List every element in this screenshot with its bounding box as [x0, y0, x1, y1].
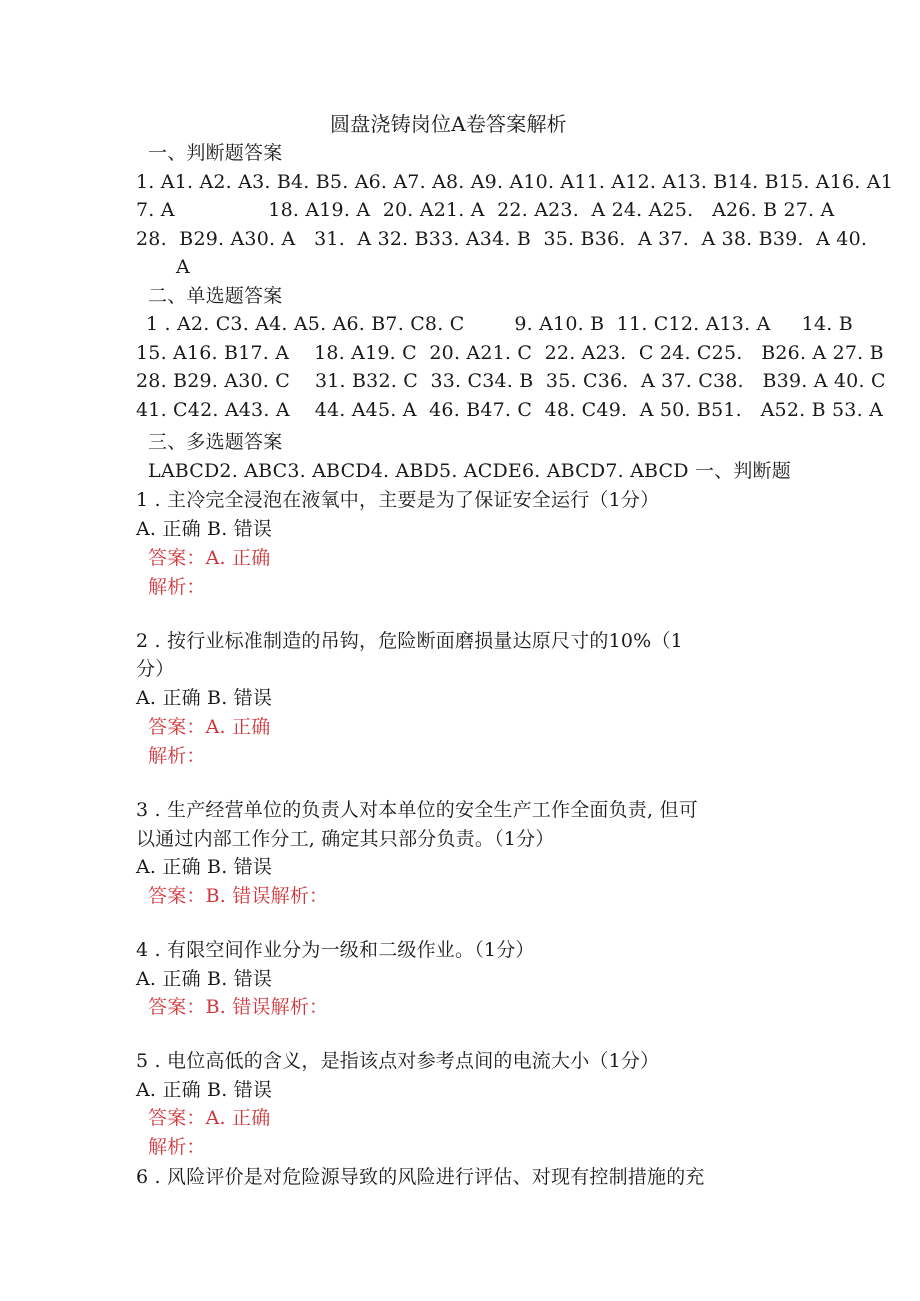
answer-line: 1 . A2. C3. A4. A5. A6. B7. C8. C 9. A10. B 11. C12. A13. A 14. B — [146, 313, 853, 335]
question-stem: 1 . 主冷完全浸泡在液氧中，主要是为了保证安全运行（1分） — [136, 489, 660, 511]
question-answer: 答案：A. 正确 — [148, 547, 271, 569]
answer-line: 15. A16. B17. A 18. A19. C 20. A21. C 22. A23. C 24. C25. B26. A 27. B — [136, 342, 884, 364]
answer-line: 41. C42. A43. A 44. A45. A 46. B47. C 48. C49. A 50. B51. A52. B 53. A — [136, 399, 883, 421]
question-answer-analysis: 答案：B. 错误解析： — [148, 996, 329, 1018]
question-options: A. 正确 B. 错误 — [136, 518, 273, 540]
question-analysis: 解析： — [148, 745, 206, 767]
question-options: A. 正确 B. 错误 — [136, 687, 273, 709]
answer-line: 28. B29. A30. A 31. A 32. B33. A34. B 35. B36. A 37. A 38. B39. A 40. — [136, 228, 868, 250]
question-answer: 答案：A. 正确 — [148, 716, 271, 738]
question-stem: 6 . 风险评价是对危险源导致的风险进行评估、对现有控制措施的充 — [136, 1166, 705, 1188]
question-options: A. 正确 B. 错误 — [136, 968, 273, 990]
answer-line: A — [176, 256, 190, 278]
question-stem: 分） — [136, 658, 175, 680]
question-options: A. 正确 B. 错误 — [136, 1079, 273, 1101]
answer-line: 7. A 18. A19. A 20. A21. A 22. A23. A 24. A25. A26. B 27. A — [136, 199, 835, 221]
answer-line: 1. A1. A2. A3. B4. B5. A6. A7. A8. A9. A10. A11. A12. A13. B14. B15. A16. A1 — [136, 171, 893, 193]
question-answer-analysis: 答案：B. 错误解析： — [148, 885, 329, 907]
answer-line: 28. B29. A30. C 31. B32. C 33. C34. B 35. C36. A 37. C38. B39. A 40. C — [136, 370, 886, 392]
section-heading-multi-choice: 三、多选题答案 — [148, 431, 283, 453]
question-answer: 答案：A. 正确 — [148, 1107, 271, 1129]
question-stem: 3 . 生产经营单位的负责人对本单位的安全生产工作全面负责, 但可 — [136, 799, 698, 821]
answer-line: LABCD2. ABC3. ABCD4. ABD5. ACDE6. ABCD7. ABCD 一、判断题 — [148, 460, 791, 482]
question-stem: 4 . 有限空间作业分为一级和二级作业。（1分） — [136, 939, 535, 961]
question-analysis: 解析： — [148, 576, 206, 598]
section-heading-true-false: 一、判断题答案 — [148, 142, 283, 164]
question-options: A. 正确 B. 错误 — [136, 856, 273, 878]
section-heading-single-choice: 二、单选题答案 — [148, 285, 283, 307]
question-stem: 2 . 按行业标准制造的吊钩，危险断面磨损量达原尺寸的10%（1 — [136, 630, 683, 652]
question-analysis: 解析： — [148, 1136, 206, 1158]
document-title: 圆盘浇铸岗位A卷答案解析 — [330, 112, 567, 136]
question-stem: 5 . 电位高低的含义，是指该点对参考点间的电流大小（1分） — [136, 1050, 660, 1072]
question-stem: 以通过内部工作分工, 确定其只部分负责。（1分） — [136, 828, 555, 850]
